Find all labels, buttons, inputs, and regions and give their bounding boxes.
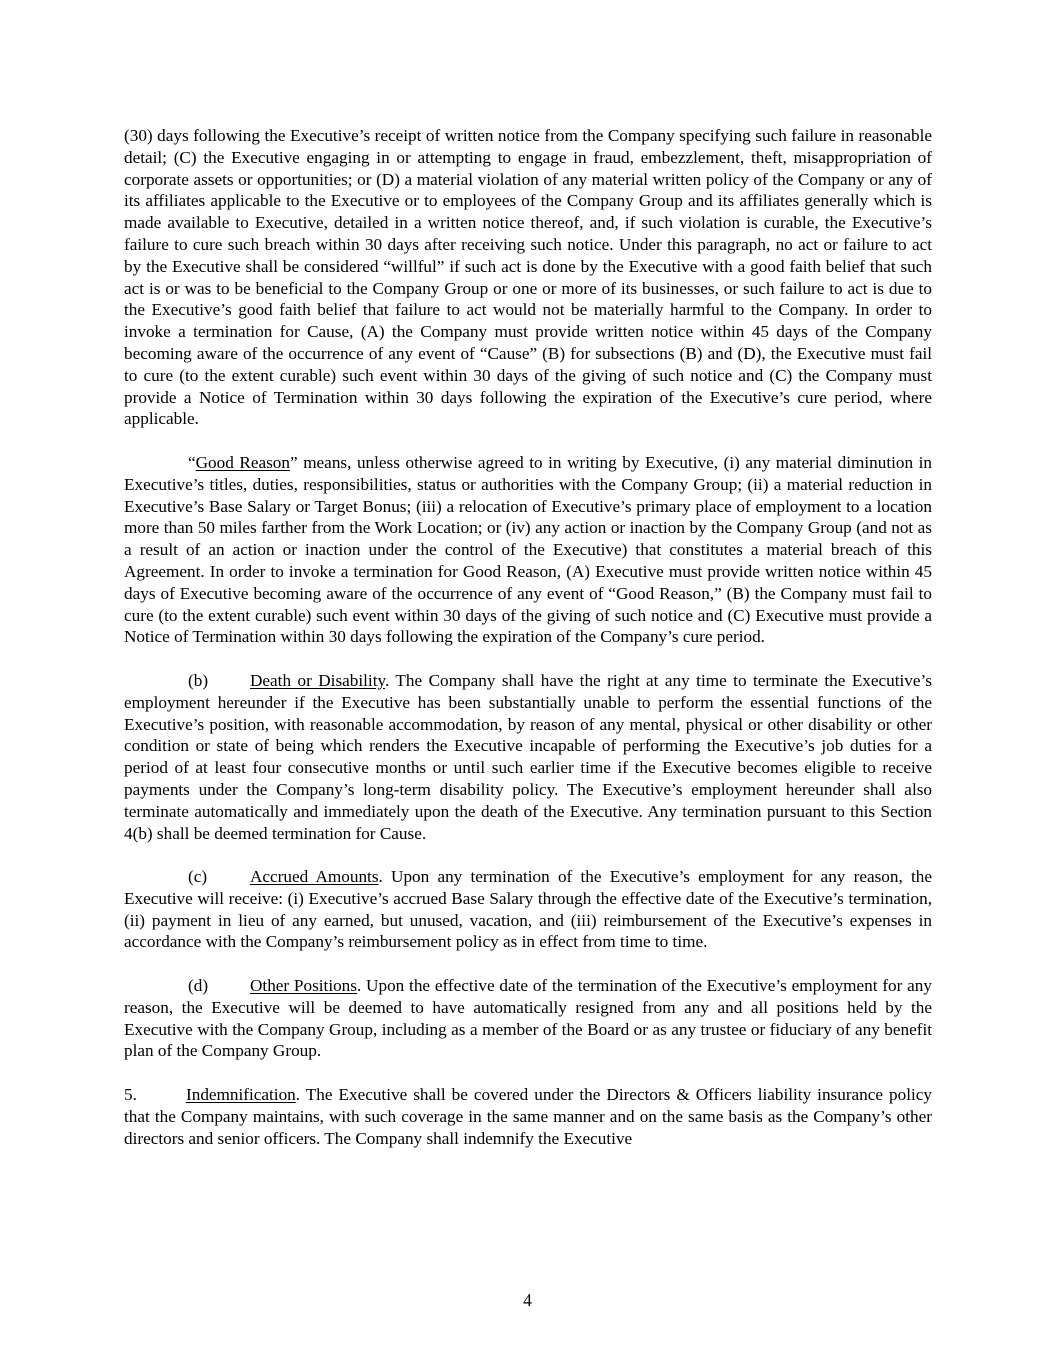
good-reason-term: Good Reason <box>195 452 290 472</box>
paragraph-good-reason <box>124 452 932 648</box>
paragraph-section-5 <box>124 1084 932 1149</box>
section-b-label: (b) <box>188 670 209 690</box>
section-d-label: (d) <box>188 976 209 996</box>
paragraph-cause-continuation: (30) days following the Executive’s receipt of written notice from the Company specifying such failure in reasonable detail; (C) the Executive engaging in or attempting to engage in fraud, embezzlement, theft, misappropriation of corporate assets or opportunities; or (D) a material violation of any material written policy of the Company or any of its affiliates applicable to the Executive or to employees of the Company Group and its affiliates generally which is made available to Executive, detailed in a written notice thereof, and, if such violation is curable, the Executive’s failure to cure such breach within 30 days after receiving such notice. Under this paragraph, no act or failure to act by the Executive shall be considered “willful” if such act is done by the Executive with a good faith belief that such act is or was to be beneficial to the Company Group or one or more of its businesses, or such failure to act is due to the Executive’s good faith belief that failure to act would not be materially harmful to the Company. In order to invoke a termination for Cause, (A) the Company must provide written notice within 45 days of the Company becoming aware of the occurrence of any event of “Cause” (B) for subsections (B) and (D), the Executive must fail to cure (to the extent curable) such event within 30 days of the giving of such notice and (C) the Company must provide a Notice of Termination within 30 days following the expiration of the Executive’s cure period, where applicable. <box>124 126 932 429</box>
section-d-heading: Other Positions <box>250 976 357 996</box>
section-5-heading: Indemnification <box>186 1085 296 1105</box>
paragraph-section-d <box>124 975 932 1062</box>
good-reason-open-quote: “ <box>188 452 196 472</box>
section-5-number: 5. <box>124 1085 137 1105</box>
good-reason-body: ” means, unless otherwise agreed to in writing by Executive, (i) any material diminution in Executive’s titles, duties, responsibilities, status or authorities with the Company Group; (ii) a material reduction in Executive’s Base Salary or Target Bonus; (iii) a relocation of Executive’s primary place of employment to a location more than 50 miles farther from the Work Location; or (iv) any action or inaction by the Company Group (and not as a result of an action or inaction under the control of the Executive) that constitutes a material breach of this Agreement. In order to invoke a termination for Good Reason, (A) Executive must provide written notice within 45 days of Executive becoming aware of the occurrence of any event of “Good Reason,” (B) the Company must fail to cure (to the extent curable) such event within 30 days of the giving of such notice and (C) Executive must provide a Notice of Termination within 30 days following the expiration of the Company’s cure period. <box>124 452 932 647</box>
section-5-body: . The Executive shall be covered under the Directors & Officers liability insurance policy that the Company maintains, with such coverage in the same manner and on the same basis as the Company’s other directors and senior officers. The Company shall indemnify the Executive <box>124 1085 932 1148</box>
section-b-body: . The Company shall have the right at any time to terminate the Executive’s employment hereunder if the Executive has been substantially unable to perform the essential functions of the Executive’s position, with reasonable accommodation, by reason of any mental, physical or other disability or other condition or state of being which renders the Executive incapable of performing the Executive’s job duties for a period of at least four consecutive months or until such earlier time if the Executive becomes eligible to receive payments under the Company’s long-term disability policy. The Executive’s employment hereunder shall also terminate automatically and immediately upon the death of the Executive. Any termination pursuant to this Section 4(b) shall be deemed termination for Cause. <box>124 670 932 843</box>
section-c-heading: Accrued Amounts <box>250 867 379 887</box>
section-d-body: . Upon the effective date of the termination of the Executive’s employment for any reason, the Executive will be deemed to have automatically resigned from any and all positions held by the Executive with the Company Group, including as a member of the Board or as any trustee or fiduciary of any benefit plan of the Company Group. <box>124 976 932 1061</box>
page-number: 4 <box>523 1290 532 1310</box>
document-page <box>124 125 932 1171</box>
section-b-heading: Death or Disability <box>250 670 385 690</box>
paragraph-section-b <box>124 670 932 844</box>
section-c-label: (c) <box>188 867 208 887</box>
section-c-body: . Upon any termination of the Executive’s employment for any reason, the Executive will receive: (i) Executive’s accrued Base Salary through the effective date of the Executive’s termination, (ii) payment in lieu of any earned, but unused, vacation, and (iii) reimbursement of the Executive’s expenses in accordance with the Company’s reimbursement policy as in effect from time to time. <box>124 867 932 952</box>
paragraph-section-c <box>124 866 932 953</box>
